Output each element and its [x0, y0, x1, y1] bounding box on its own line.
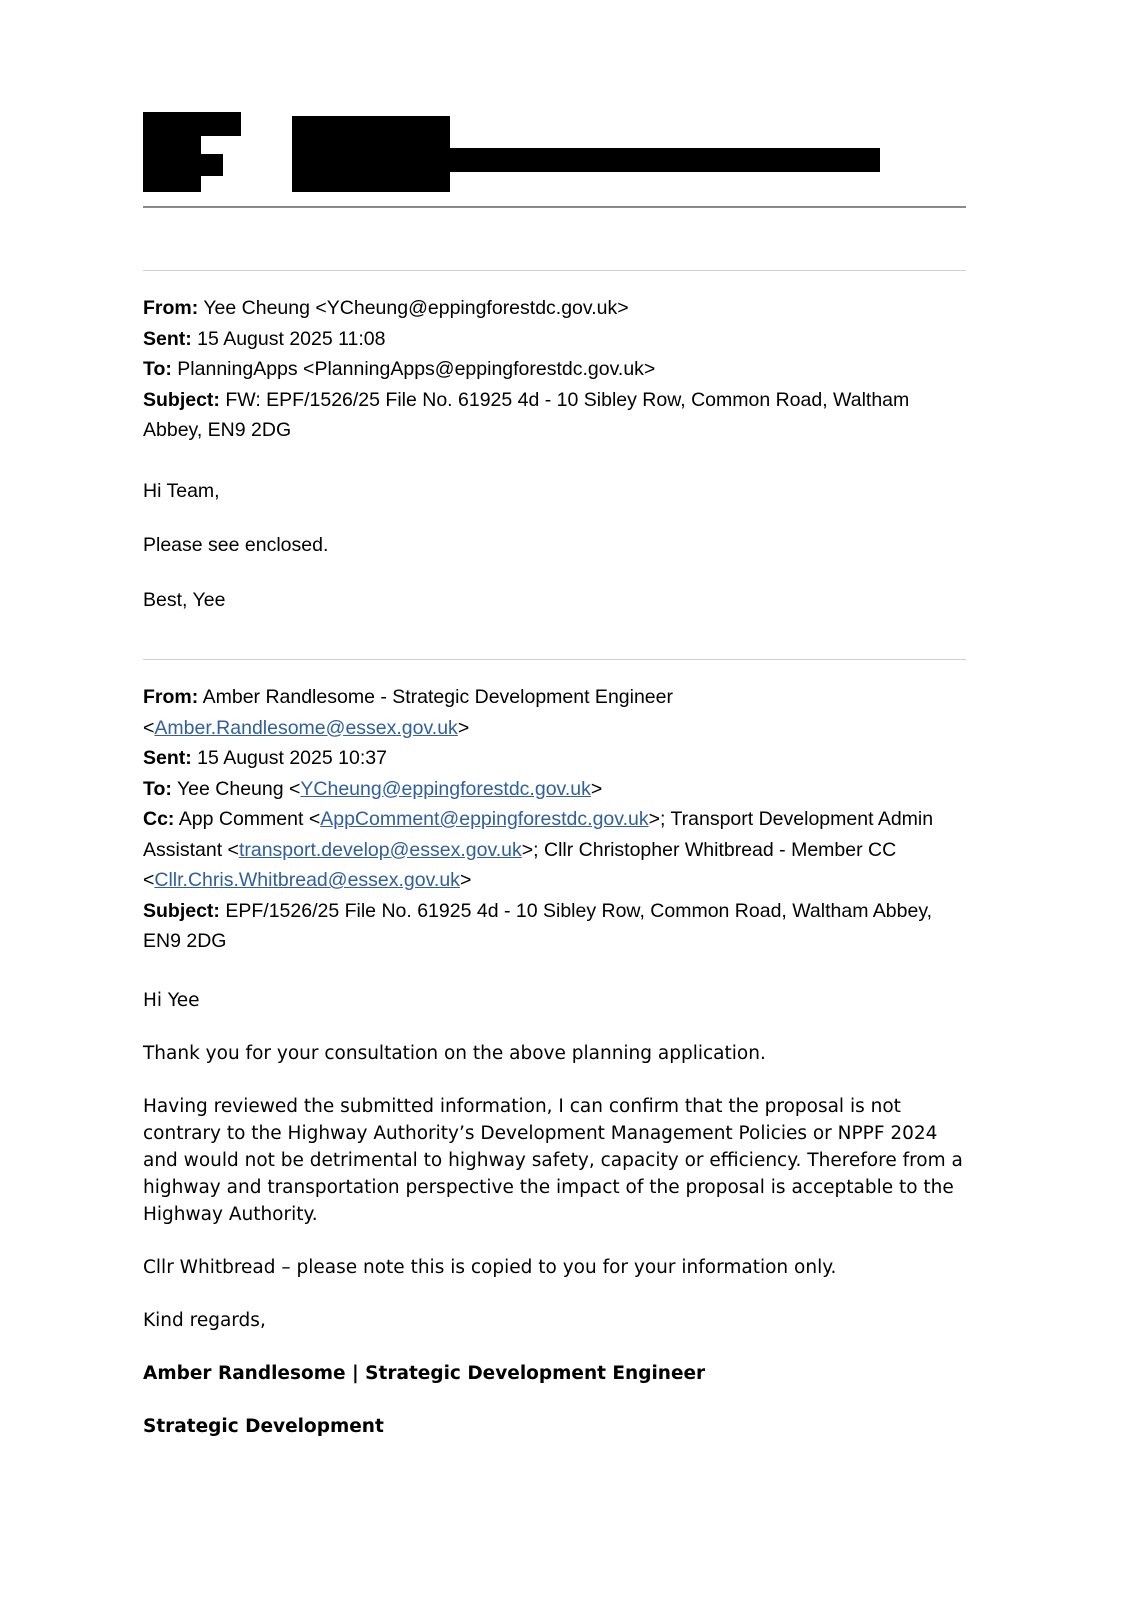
email1-sent-line [143, 324, 966, 355]
email2-to-label: To: [143, 777, 172, 800]
email2-to-line [143, 774, 966, 805]
email2-to-bracket-close: > [590, 777, 603, 800]
email2-headers [143, 682, 966, 957]
email2-sent-value: 15 August 2025 10:37 [197, 747, 387, 769]
email1-subject-line [143, 385, 966, 446]
email1-to-line [143, 354, 966, 385]
email1-signoff: Best, Yee [143, 588, 226, 611]
email1-sent-label: Sent: [143, 327, 192, 350]
email2-to-bracket-open: < [289, 777, 301, 800]
email2-cc-email-link-3[interactable]: Cllr.Chris.Whitbread@essex.gov.uk [154, 869, 460, 891]
email2-to-email-link[interactable]: YCheung@eppingforestdc.gov.uk [300, 777, 591, 800]
email2-subject-line [143, 896, 966, 957]
email2-paragraph-1: Thank you for your consultation on the above planning application. [143, 1042, 766, 1064]
email1-subject-value: FW: EPF/1526/25 File No. 61925 4d - 10 Sibley Row, Common Road, Waltham Abbey, EN9 2DG [143, 388, 910, 441]
email2-cc-email-link-1[interactable]: AppComment@eppingforestdc.gov.uk [320, 808, 649, 830]
email2-cc-line [143, 804, 966, 896]
header-divider [143, 206, 966, 208]
redaction-bar-logo-top [201, 112, 241, 136]
email1-from-label: From: [143, 297, 199, 319]
email2-sent-label: Sent: [143, 747, 192, 769]
email2-cc-bracket-open-3: < [143, 869, 155, 891]
email2-from-line [143, 682, 966, 743]
email2-body [143, 987, 966, 1440]
email1-body-text: Please see enclosed. [143, 534, 329, 556]
email2-cc-bracket-open-2: < [227, 838, 239, 861]
email2-subject-value: EPF/1526/25 File No. 61925 4d - 10 Sibley Row, Common Road, Waltham Abbey, EN9 2DG [143, 899, 933, 952]
email2-signature-team: Strategic Development [143, 1415, 384, 1437]
redaction-bars [143, 112, 966, 192]
email2-cc-label: Cc: [143, 808, 175, 830]
email2-cc-name-1: App Comment [178, 808, 309, 830]
redaction-bar-logo-mid [201, 154, 223, 176]
email2-cc-email-link-2[interactable]: transport.develop@essex.gov.uk [238, 838, 522, 861]
email2-top-divider [143, 659, 966, 660]
email2-signature-name: Amber Randlesome | Strategic Development Engineer [143, 1362, 706, 1384]
email2-cc-bracket-close-3: > [459, 869, 472, 891]
email1-top-divider [143, 270, 966, 271]
email2-paragraph-3: Cllr Whitbread – please note this is copied to you for your information only. [143, 1256, 837, 1278]
email2-from-bracket-open: < [143, 716, 155, 739]
email2-cc-sep-1: >; Transport Development Admin Assistant [143, 808, 934, 861]
email2-paragraph-2: Having reviewed the submitted information, I can confirm that the proposal is not contrary to the Highway Authority’s Development Management Policies or NPPF 2024 and would not be detrimental to highway safety, capacity or efficiency. Therefore from a highway and transportation perspective the impact of the proposal is acceptable to the Highway Authority. [143, 1095, 963, 1225]
email1-headers [143, 293, 966, 446]
email2-cc-sep-2: >; Cllr Christopher Whitbread - Member CC [521, 838, 897, 861]
email1-body [143, 476, 966, 616]
email1-to-label: To: [143, 358, 172, 380]
redaction-bar-title-line [450, 148, 880, 172]
email1-from-line [143, 293, 966, 324]
email2-from-label: From: [143, 686, 199, 708]
email2-from-bracket-close: > [457, 716, 470, 739]
email2-cc-bracket-open-1: < [308, 808, 321, 830]
email2-paragraph-4: Kind regards, [143, 1309, 266, 1331]
email2-greeting: Hi Yee [143, 989, 200, 1011]
email1-greeting: Hi Team, [143, 479, 220, 502]
email1-from-value: Yee Cheung <YCheung@eppingforestdc.gov.uk> [203, 297, 629, 319]
email1-sent-value: 15 August 2025 11:08 [197, 327, 386, 350]
email2-from-email-link[interactable]: Amber.Randlesome@essex.gov.uk [154, 716, 458, 739]
email2-to-name: Yee Cheung [176, 777, 290, 800]
email2-from-name: Amber Randlesome - Strategic Development Engineer [202, 686, 673, 708]
redaction-bar-title-top [292, 116, 370, 130]
email2-subject-label: Subject: [143, 899, 220, 922]
email1-subject-label: Subject: [143, 388, 220, 411]
email1-to-value: PlanningApps <PlanningApps@eppingforestdc.gov.uk> [177, 358, 656, 380]
email-content [0, 270, 1131, 1440]
email2-sent-line [143, 743, 966, 774]
redaction-bar-logo-stem [143, 112, 201, 192]
redacted-letterhead [0, 0, 1131, 192]
